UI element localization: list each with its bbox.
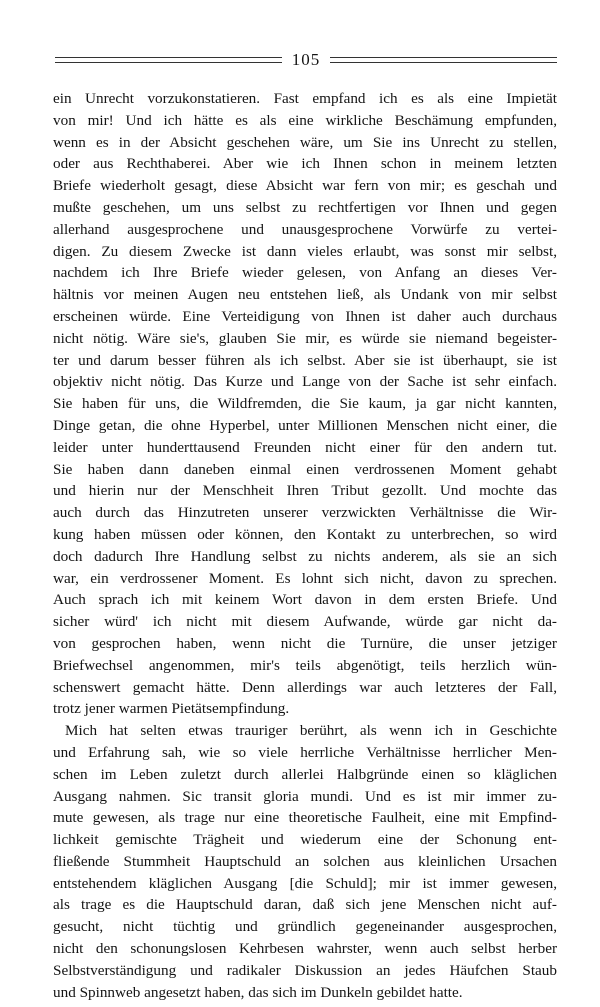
text-line: Briefe wiederholt gesagt, diese Absicht war fern von mir; es geschah und — [53, 177, 557, 195]
text-line: Briefwechsel angenommen, mir's teils abgenötigt, teils herzlich wün- — [53, 656, 557, 674]
text-line: oder aus Rechthaberei. Aber wie ich Ihnen schon in meinem letzten — [53, 155, 557, 173]
text-line: schenswert gemacht hätte. Denn allerdings war auch letzteres der Fall, — [53, 678, 557, 696]
text-line: digen. Zu diesem Zwecke ist dann vieles erlaubt, was sonst mir selbst, — [53, 242, 557, 260]
page-header — [55, 50, 557, 70]
paragraph-1 — [53, 88, 557, 720]
text-line: nicht den schonungslosen Kehrbesen wahrster, wenn auch selbst herber — [53, 940, 557, 958]
text-line: und Erfahrung sah, wie so viele herrliche Verhältnisse herrlicher Men- — [53, 743, 557, 761]
text-line: Sie haben dann daneben einmal einen verdrossenen Moment gehabt — [53, 460, 557, 478]
text-line: ter und darum besser führen als ich selbst. Aber sie ist überhaupt, sie ist — [53, 351, 557, 369]
text-line: mute gewesen, als trage nur eine theoretische Faulheit, eine mit Empfind- — [53, 809, 557, 827]
header-rule-left — [55, 57, 282, 63]
text-line: mußte geschehen, um uns selbst zu rechtfertigen vor Ihnen und gegen — [53, 198, 557, 216]
text-line: Auch sprach ich mit keinem Wort davon in dem ersten Briefe. Und — [53, 591, 557, 609]
text-line: und hierin nur der Menschheit Ihren Tribut gezollt. Und mochte das — [53, 482, 557, 500]
text-line: hältnis vor meinen Augen neu entstehen ließ, als Undank von mir selbst — [53, 286, 557, 304]
text-line: Selbstverständigung und radikaler Diskussion an jedes Häufchen Staub — [53, 961, 557, 979]
text-line: kung haben müssen oder können, den Kontakt zu unterbrechen, so wird — [53, 525, 557, 543]
text-body — [53, 88, 557, 1003]
text-line: Dinge getan, die ohne Hyperbel, unter Millionen Menschen nicht einer, die — [53, 416, 557, 434]
paragraph-2 — [53, 720, 557, 1003]
text-line: lichkeit gemischte Trägheit und wiederum eine der Schonung ent- — [53, 831, 557, 849]
text-line: ein Unrecht vorzukonstatieren. Fast empfand ich es als eine Impietät — [53, 90, 557, 107]
text-line: sicher würd' ich nicht mit diesem Aufwande, würde gar nicht da- — [53, 613, 557, 631]
text-line: Sie haben für uns, die Wildfremden, die Sie kaum, ja gar nicht kannten, — [53, 395, 557, 413]
page-number: 105 — [291, 50, 321, 69]
text-line: Ausgang nahmen. Sic transit gloria mundi. Und es ist mir immer zu- — [53, 787, 557, 805]
text-line: doch dadurch Ihre Handlung selbst zu nichts anderem, als sie an sich — [53, 547, 557, 565]
text-line: wenn es in der Absicht geschehen wäre, um Sie ins Unrecht zu stellen, — [53, 133, 557, 151]
text-line: erscheinen würde. Eine Verteidigung von Ihnen ist daher auch durchaus — [53, 307, 557, 325]
text-line: von mir! Und ich hätte es als eine wirkliche Beschämung empfunden, — [53, 111, 557, 129]
text-line: schen im Leben zuletzt durch allerlei Halbgründe einen so kläglichen — [53, 765, 557, 783]
text-line: gesucht, nicht tüchtig und gründlich gegeneinander ausgesprochen, — [53, 918, 557, 936]
text-line: entstehendem kläglichen Ausgang [die Schuld]; mir ist immer gewesen, — [53, 874, 557, 892]
text-line: als trage es die Hauptschuld daran, daß sich jene Menschen nicht auf- — [53, 896, 557, 914]
text-line: auch durch das Hinzutreten unserer verzwickten Verhältnisse die Wir- — [53, 504, 557, 522]
text-line: Mich hat selten etwas trauriger berührt, als wenn ich in Geschichte — [65, 722, 557, 740]
text-line: nachdem ich Ihre Briefe wieder gelesen, von Anfang an dieses Ver- — [53, 264, 557, 282]
text-line: objektiv nicht nötig. Das Kurze und Lange von der Sache ist sehr einfach. — [53, 373, 557, 391]
text-line: und Spinnweb angesetzt haben, das sich im Dunkeln gebildet hatte. — [53, 983, 463, 1001]
header-rule-right — [330, 57, 557, 63]
text-line: von gesprochen haben, wenn nicht die Turnüre, die unser jetziger — [53, 634, 557, 652]
text-line: allerhand ausgesprochene und unausgesprochene Vorwürfe zu vertei- — [53, 220, 557, 238]
text-line: leider unter hunderttausend Freunden nicht einer für den andern tut. — [53, 438, 557, 456]
text-line: fließende Stummheit Hauptschuld an solchen aus kleinlichen Ursachen — [53, 852, 557, 870]
text-line: trotz jener warmen Pietätsempfindung. — [53, 700, 290, 718]
text-line: war, ein verdrossener Moment. Es lohnt sich nicht, davon zu sprechen. — [53, 569, 557, 587]
text-line: nicht nötig. Wäre sie's, glauben Sie mir, es würde sie niemand begeister- — [53, 329, 557, 347]
